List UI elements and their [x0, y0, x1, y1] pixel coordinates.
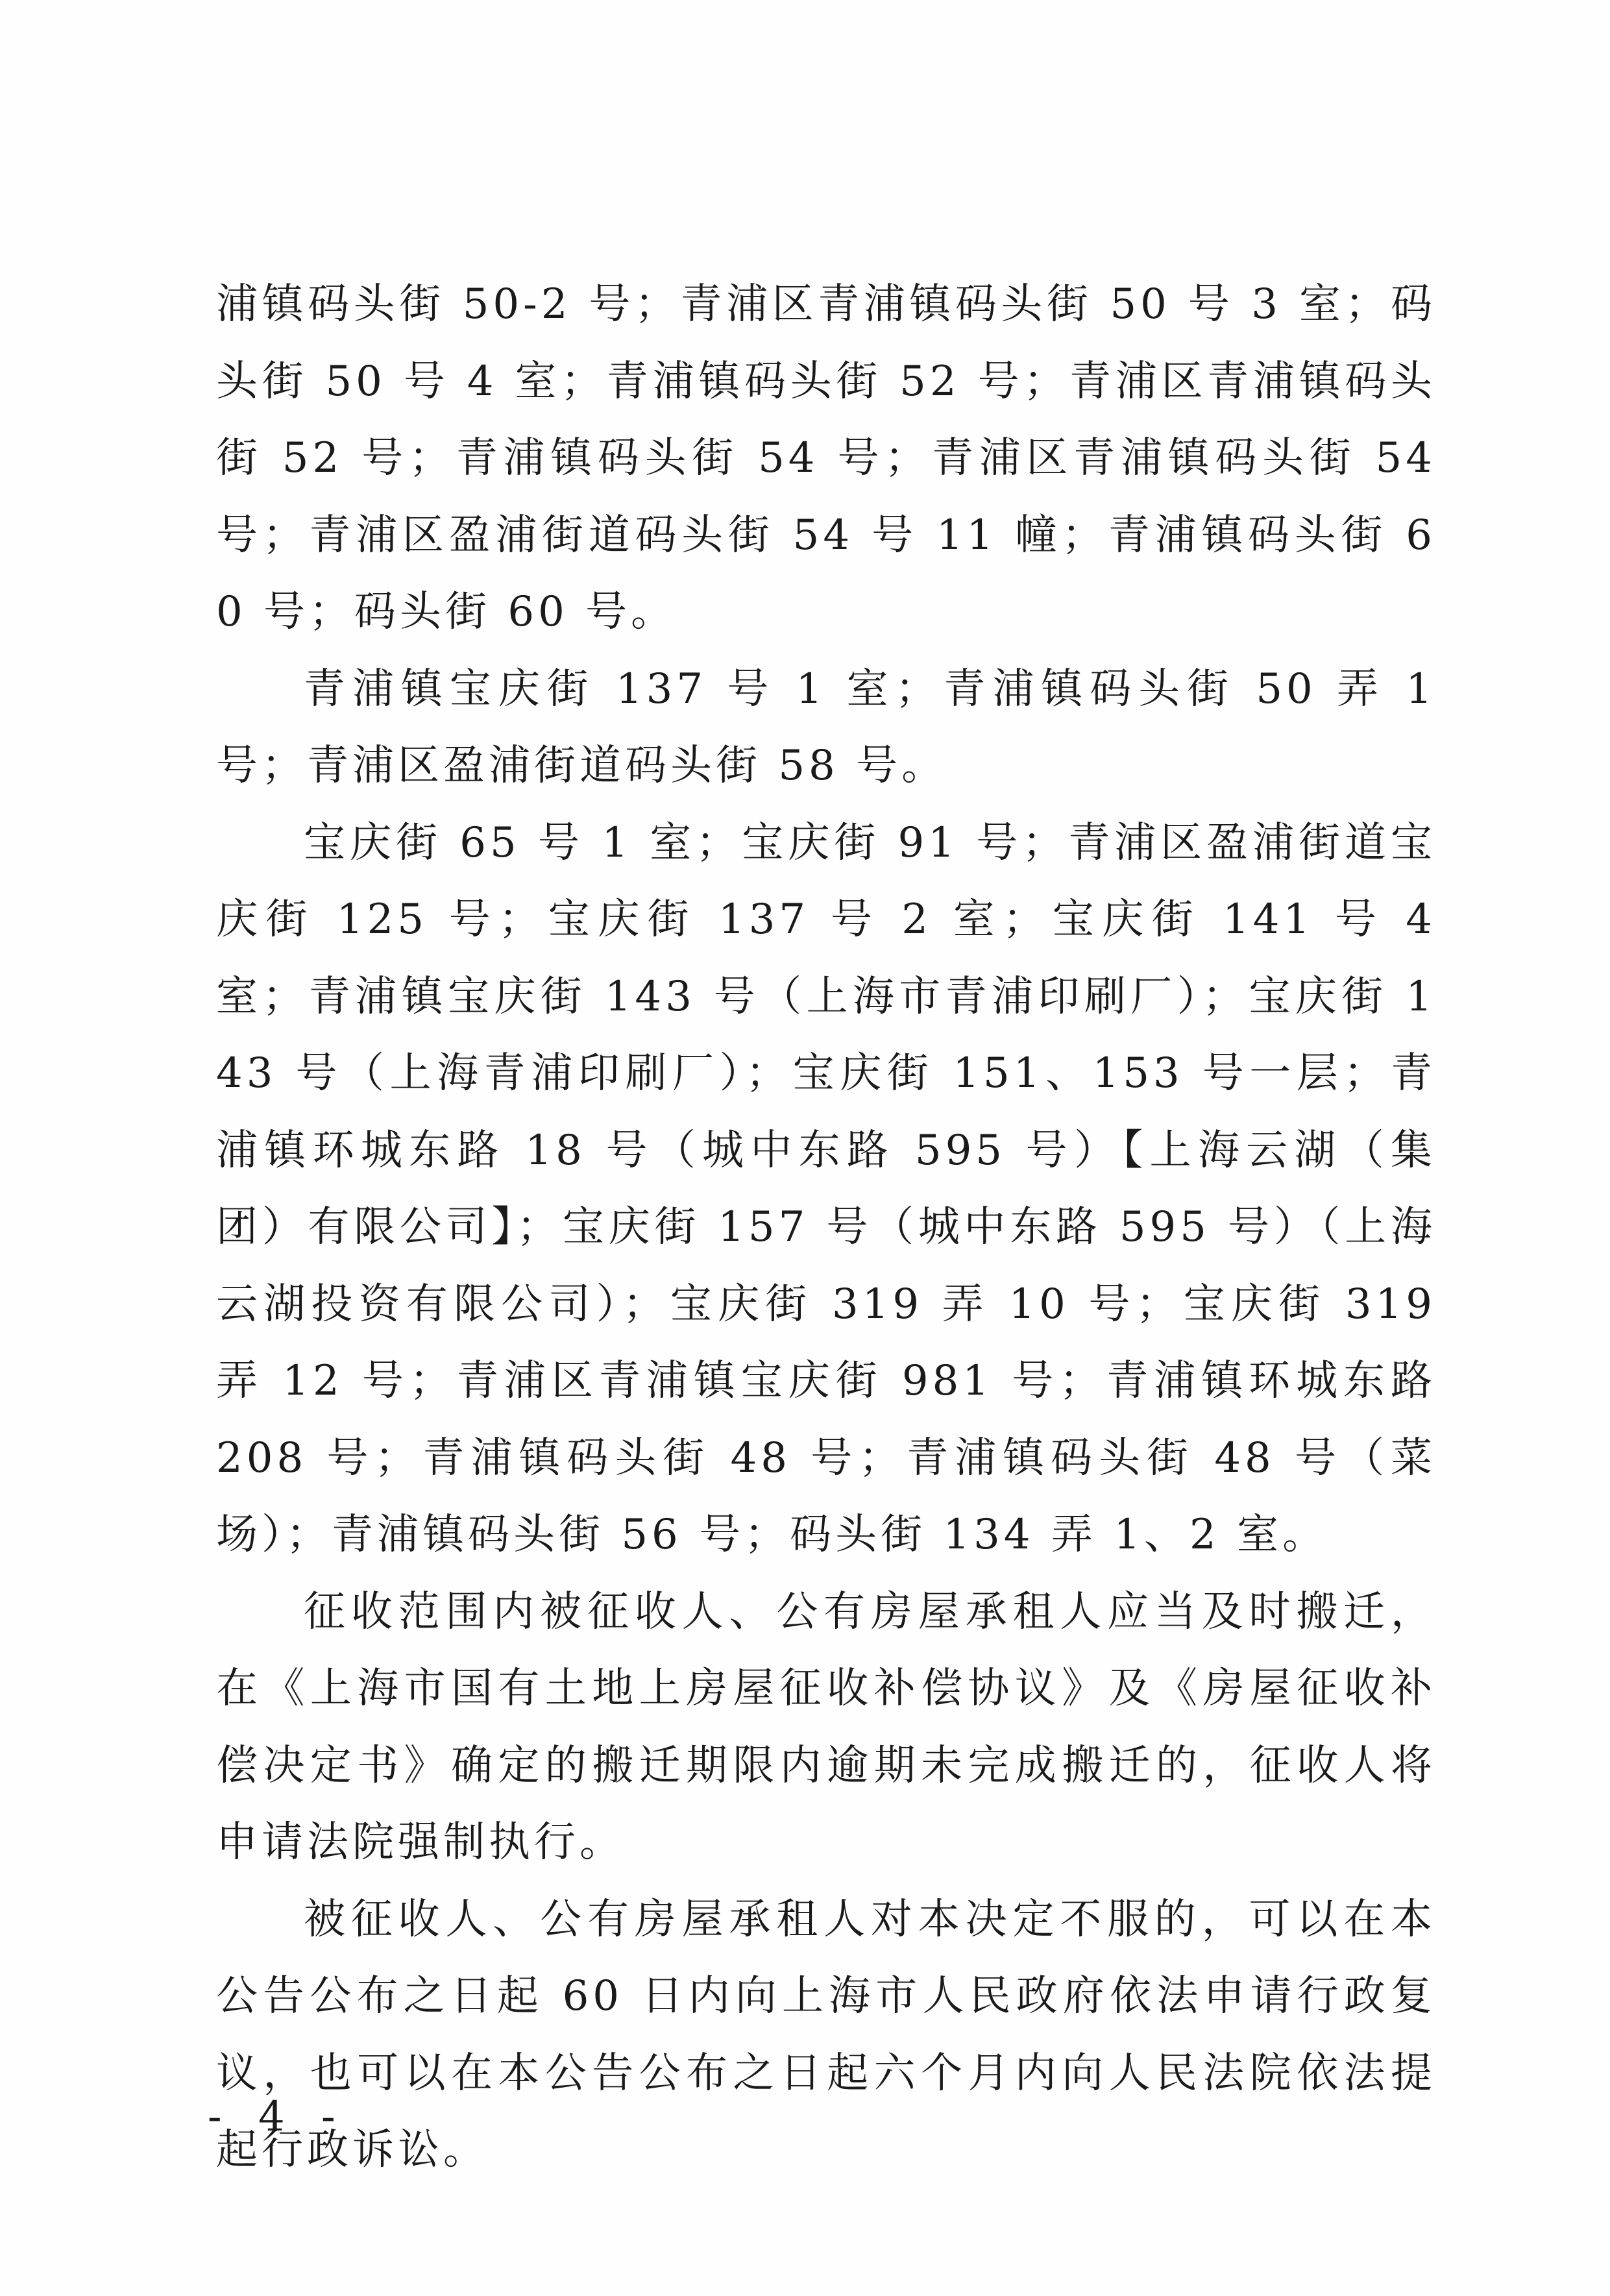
document-body: [216, 266, 1436, 2189]
page-number: - 4 -: [208, 2093, 347, 2141]
paragraph-addresses-baoqing-137: 青浦镇宝庆街 137 号 1 室；青浦镇码头街 50 弄 1 号；青浦区盈浦街道码头街 58 号。: [216, 665, 1436, 790]
paragraph-addresses-continued: 浦镇码头街 50-2 号；青浦区青浦镇码头街 50 号 3 室；码头街 50 号 4 室；青浦镇码头街 52 号；青浦区青浦镇码头街 52 号；青浦镇码头街 54 号；青浦区青浦镇码头街 54 号；青浦区盈浦街道码头街 54 号 11 幢；青浦镇码头街 60 号；码头街 60 号。: [216, 280, 1436, 636]
paragraph-addresses-baoqing-street: 宝庆街 65 号 1 室；宝庆街 91 号；青浦区盈浦街道宝庆街 125 号；宝庆街 137 号 2 室；宝庆街 141 号 4 室；青浦镇宝庆街 143 号（上海市青浦印刷厂）；宝庆街 143 号（上海青浦印刷厂）；宝庆街 151、153 号一层；青浦镇环城东路 18 号（城中东路 595 号）【上海云湖（集团）有限公司】；宝庆街 157 号（城中东路 595 号）（上海云湖投资有限公司）；宝庆街 319 弄 10 号；宝庆街 319 弄 12 号；青浦区青浦镇宝庆街 981 号；青浦镇环城东路 208 号；青浦镇码头街 48 号；青浦镇码头街 48 号（菜场）；青浦镇码头街 56 号；码头街 134 弄 1、2 室。: [216, 818, 1436, 1559]
paragraph-relocation-notice: 征收范围内被征收人、公有房屋承租人应当及时搬迁，在《上海市国有土地上房屋征收补偿协议》及《房屋征收补偿决定书》确定的搬迁期限内逾期未完成搬迁的，征收人将申请法院强制执行。: [216, 1587, 1436, 1866]
paragraph-appeal-rights: 被征收人、公有房屋承租人对本决定不服的，可以在本公告公布之日起 60 日内向上海市人民政府依法申请行政复议，也可以在本公告公布之日起六个月内向人民法院依法提起行政诉讼。: [216, 1895, 1436, 2174]
